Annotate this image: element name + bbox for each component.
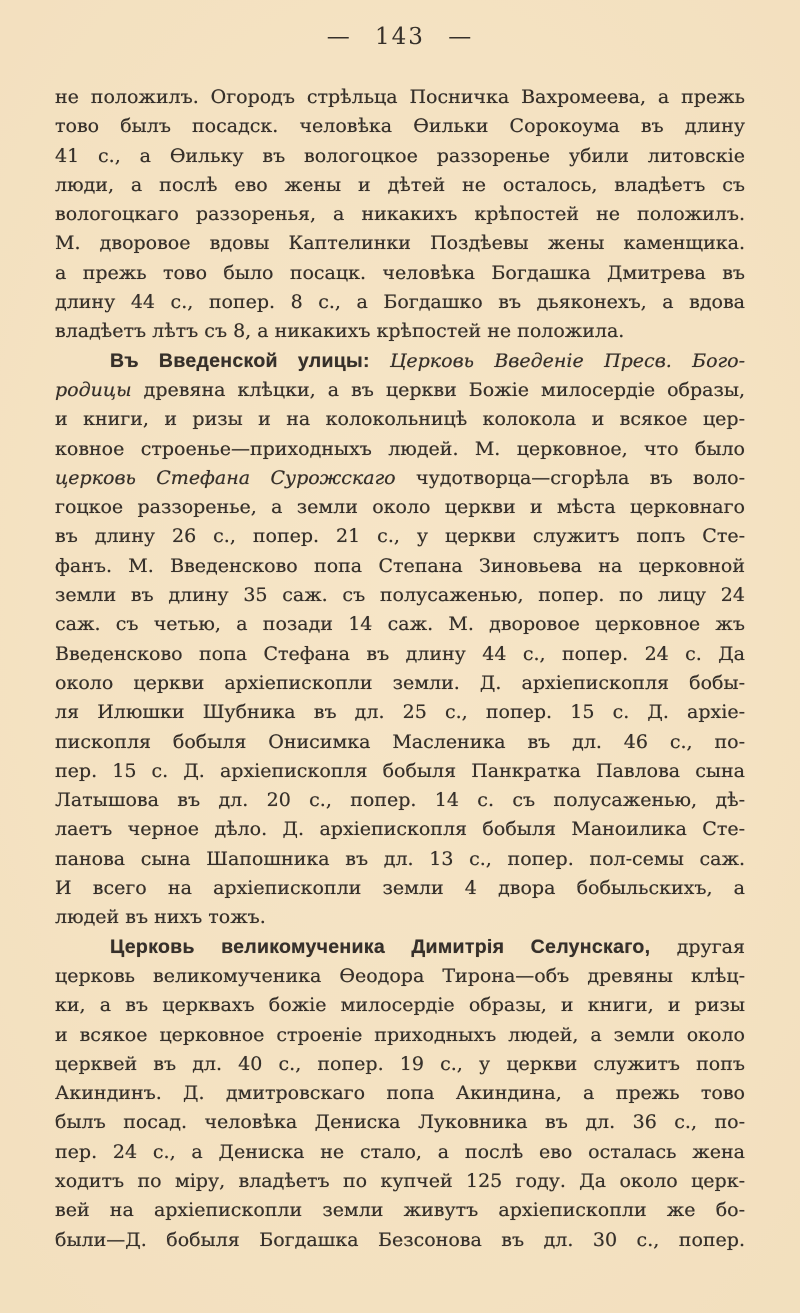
text-line [55,288,745,317]
text-segment-normal: пер. 15 с. Д. архіепископля бобыля Панкратка Павлова сына [55,759,745,782]
text-segment-normal: вологоцкаго раззоренья, а никакихъ крѣпостей не положилъ. [55,203,745,226]
text-segment-bold: Въ Введенской улицы: [110,349,390,372]
page-number: — 143 — [326,24,474,50]
text-line [55,317,745,346]
text-line [55,903,745,932]
text-segment-normal: Латышова въ дл. 20 с., попер. 14 с. съ полусаженью, дѣ- [55,789,745,812]
text-line [55,669,745,698]
text-line [55,874,745,903]
text-line [55,1167,745,1196]
text-line [55,610,745,639]
text-line [55,493,745,522]
text-line [55,1079,745,1108]
text-line [55,464,745,493]
text-line [55,581,745,610]
text-line [55,1138,745,1167]
text-segment-normal: церквей въ дл. 40 с., попер. 19 с., у церкви служитъ попъ [55,1052,745,1075]
text-segment-normal: гоцкое раззоренье, а земли около церкви и мѣста церковнаго [55,496,745,519]
text-line [55,347,745,376]
text-line [55,1108,745,1137]
text-segment-normal: вей на архіепископли земли живутъ архіепископли же бо- [55,1199,745,1222]
text-segment-normal: длину 44 с., попер. 8 с., а Богдашко въ дьяконехъ, а вдова [55,291,745,314]
text-line [55,1226,745,1255]
text-segment-normal: а прежь тово было посацк. человѣка Богдашка Дмитрева въ [55,261,745,284]
text-segment-normal: Введенсково попа Стефана въ длину 44 с., попер. 24 с. Да [55,642,745,665]
text-segment-bold: Церковь великомученика Димитрія Селунскаго, [110,935,677,958]
text-segment-normal: и книги, и ризы и на колокольницѣ колокола и всякое цер- [55,408,745,431]
text-segment-normal: въ длину 26 с., попер. 21 с., у церкви служитъ попъ Сте- [55,525,745,548]
text-segment-normal: И всего на архіепископли земли 4 двора бобыльскихъ, а [55,877,745,900]
text-line [55,112,745,141]
text-line [55,728,745,757]
text-segment-normal: людей въ нихъ тожъ. [55,906,266,929]
text-segment-normal: пископля бобыля Онисимка Масленика въ дл. 46 с., по- [55,730,745,753]
text-line [55,962,745,991]
text-line [55,1050,745,1079]
text-line [55,1196,745,1225]
text-line [55,259,745,288]
text-segment-normal: саж. съ четью, а позади 14 саж. М. дворовое церковное жъ [55,613,745,636]
text-segment-normal: Акиндинъ. Д. дмитровскаго попа Акиндина, а прежь тово [55,1082,745,1105]
text-line [55,698,745,727]
text-segment-normal: чудотворца—сгорѣла въ воло- [416,466,745,489]
text-line [55,786,745,815]
text-line [55,171,745,200]
text-segment-normal: лаетъ черное дѣло. Д. архіепископля бобыля Маноилика Сте- [55,818,745,841]
text-line [55,142,745,171]
text-segment-normal: былъ посад. человѣка Дениска Луковника въ дл. 36 с., по- [55,1111,745,1134]
text-line [55,552,745,581]
text-line [55,933,745,962]
text-line [55,845,745,874]
text-segment-normal: ходитъ по міру, владѣетъ по купчей 125 году. Да около церк- [55,1169,745,1192]
text-line [55,200,745,229]
text-line [55,405,745,434]
text-segment-normal: древяна клѣцки, а въ церкви Божіе милосердіе образы, [143,378,745,401]
text-segment-normal: фанъ. М. Введенсково попа Степана Зиновьева на церковной [55,554,745,577]
text-segment-italic: родицы [55,378,144,401]
text-line [55,1021,745,1050]
text-segment-normal: были—Д. бобыля Богдашка Безсонова въ дл. 30 с., попер. [55,1228,745,1251]
text-segment-normal: церковь великомученика Ѳеодора Тирона—объ древяны клѣц- [55,964,745,987]
text-segment-normal: ки, а въ церквахъ божіе милосердіе образы, и книги, и ризы [55,994,745,1017]
text-segment-normal: около церкви архіепископли земли. Д. архіепископля бобы- [55,671,745,694]
text-segment-normal: люди, а послѣ ево жены и дѣтей не осталось, владѣетъ съ [55,173,745,196]
text-segment-italic: Церковь Введеніе Пресв. Бого- [389,349,746,372]
text-segment-normal: земли въ длину 35 саж. съ полусаженью, попер. по лицу 24 [55,584,745,607]
text-segment-normal: пер. 24 с., а Дениска не стало, а послѣ ево осталась жена [55,1140,745,1163]
text-segment-normal: панова сына Шапошника въ дл. 13 с., попер. пол-семы саж. [55,847,745,870]
text-line [55,640,745,669]
page-text-block [55,83,745,1255]
text-line [55,376,745,405]
text-segment-normal: владѣетъ лѣтъ съ 8, а никакихъ крѣпостей не положила. [55,320,625,343]
text-line [55,229,745,258]
text-segment-normal: ля Илюшки Шубника въ дл. 25 с., попер. 15 с. Д. архіе- [55,701,745,724]
text-segment-normal: не положилъ. Огородъ стрѣльца Посничка Вахромеева, а прежь [55,86,745,108]
text-line [55,435,745,464]
text-segment-normal: ковное строенье—приходныхъ людей. М. церковное, что было [55,437,745,460]
text-segment-normal: другая [676,935,745,958]
text-segment-italic: церковь Стефана Сурожскаго [55,466,417,489]
text-segment-normal: и всякое церковное строеніе приходныхъ людей, а земли около [55,1023,745,1046]
text-segment-normal: 41 с., а Ѳильку въ вологоцкое раззоренье убили литовскіе [55,144,745,167]
text-segment-normal: тово былъ посадск. человѣка Ѳильки Сорокоума въ длину [55,115,745,138]
text-line [55,815,745,844]
text-line [55,83,745,112]
text-line [55,757,745,786]
text-line [55,991,745,1020]
text-segment-normal: М. дворовое вдовы Каптелинки Поздѣевы жены каменщика. [55,232,745,255]
text-line [55,522,745,551]
